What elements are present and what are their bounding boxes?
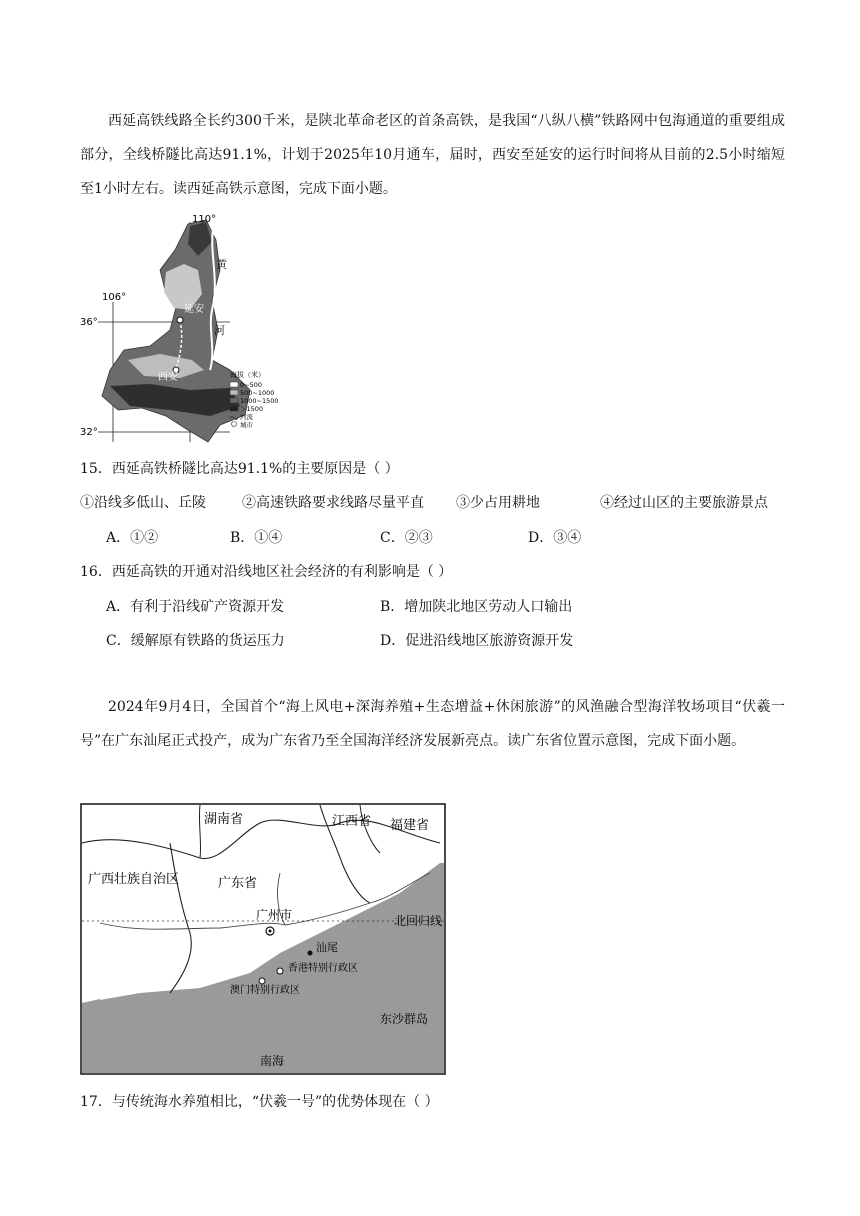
label-tropic: 北回归线 <box>393 914 442 928</box>
label-city-xian: 西安 <box>158 372 178 383</box>
label-guangdong: 广东省 <box>218 876 258 891</box>
q15-statement-2: ②高速铁路要求线路尽量平直 <box>242 495 424 511</box>
label-lat-32: 32° <box>80 427 98 438</box>
legend-item-4: 河流 <box>240 413 253 421</box>
map1-legend <box>230 370 279 429</box>
q15-statement-3: ③少占用耕地 <box>456 495 540 511</box>
label-nanhai: 南海 <box>260 1054 285 1068</box>
q15-option-d[interactable]: D．③④ <box>528 530 582 546</box>
legend-item-3: ＞1500 <box>240 405 264 413</box>
q15-statement-1: ①沿线多低山、丘陵 <box>80 495 206 511</box>
q15-stem: 15．西延高铁桥隧比高达91.1%的主要原因是（ ） <box>80 461 399 477</box>
q16-option-d[interactable]: D．促进沿线地区旅游资源开发 <box>380 633 574 649</box>
q17-stem: 17．与传统海水养殖相比，“伏羲一号”的优势体现在（ ） <box>80 1094 439 1110</box>
legend-item-0: 0~500 <box>240 381 262 389</box>
label-guangxi: 广西壮族自治区 <box>88 872 180 887</box>
macau-dot <box>259 978 265 984</box>
label-river-2: 河 <box>214 324 225 337</box>
label-macau: 澳门特别行政区 <box>230 985 300 996</box>
legend-item-2: 1000~1500 <box>240 397 279 405</box>
q16-option-c[interactable]: C．缓解原有铁路的货运压力 <box>106 633 285 649</box>
label-dongsha: 东沙群岛 <box>380 1012 429 1026</box>
q16-option-a[interactable]: A．有利于沿线矿产资源开发 <box>106 599 285 615</box>
q15-statement-4: ④经过山区的主要旅游景点 <box>600 495 768 511</box>
label-jiangxi: 江西省 <box>332 814 372 829</box>
intro-paragraph-1: 西延高铁线路全长约300千米，是陕北革命老区的首条高铁，是我国“八纵八横”铁路网中包海通道的重要组成部分，全线桥隧比高达91.1%，计划于2025年10月通车，届时，西安至延安的运行时间将从目前的2.5小时缩短至1小时左右。读西延高铁示意图，完成下面小题。 <box>80 113 785 197</box>
shanwei-dot <box>308 951 313 956</box>
q16-option-b[interactable]: B．增加陕北地区劳动人口输出 <box>380 599 573 615</box>
label-lat-36: 36° <box>80 317 98 328</box>
q15-option-b[interactable]: B．①④ <box>230 530 283 546</box>
label-hunan: 湖南省 <box>204 812 244 827</box>
guangdong-location-map <box>80 803 446 1075</box>
legend-item-5: 城市 <box>240 421 253 429</box>
intro-paragraph-2: 2024年9月4日，全国首个“海上风电+深海养殖+生态增益+休闲旅游”的风渔融合型海洋牧场项目“伏羲一号”在广东汕尾正式投产，成为广东省乃至全国海洋经济发展新亮点。读广东省位置示意图，完成下面小题。 <box>80 699 785 749</box>
city-yanan-dot <box>177 317 183 323</box>
q15-option-c[interactable]: C．②③ <box>380 530 433 546</box>
label-lon-106: 106° <box>102 292 127 303</box>
label-river-1: 黄 <box>216 258 227 271</box>
label-hongkong: 香港特别行政区 <box>288 963 358 974</box>
label-lon-110: 110° <box>192 214 217 225</box>
xiyan-railway-map <box>80 210 280 448</box>
label-shanwei: 汕尾 <box>316 941 338 954</box>
label-city-yanan: 延安 <box>184 304 204 315</box>
label-fujian: 福建省 <box>390 818 430 833</box>
q15-option-a[interactable]: A．①② <box>106 530 159 546</box>
legend-title: 海拔（米） <box>230 371 265 379</box>
label-guangzhou: 广州市 <box>256 908 293 922</box>
q16-stem: 16．西延高铁的开通对沿线地区社会经济的有利影响是（ ） <box>80 564 453 580</box>
legend-item-1: 500~1000 <box>240 389 275 397</box>
hongkong-dot <box>277 968 283 974</box>
